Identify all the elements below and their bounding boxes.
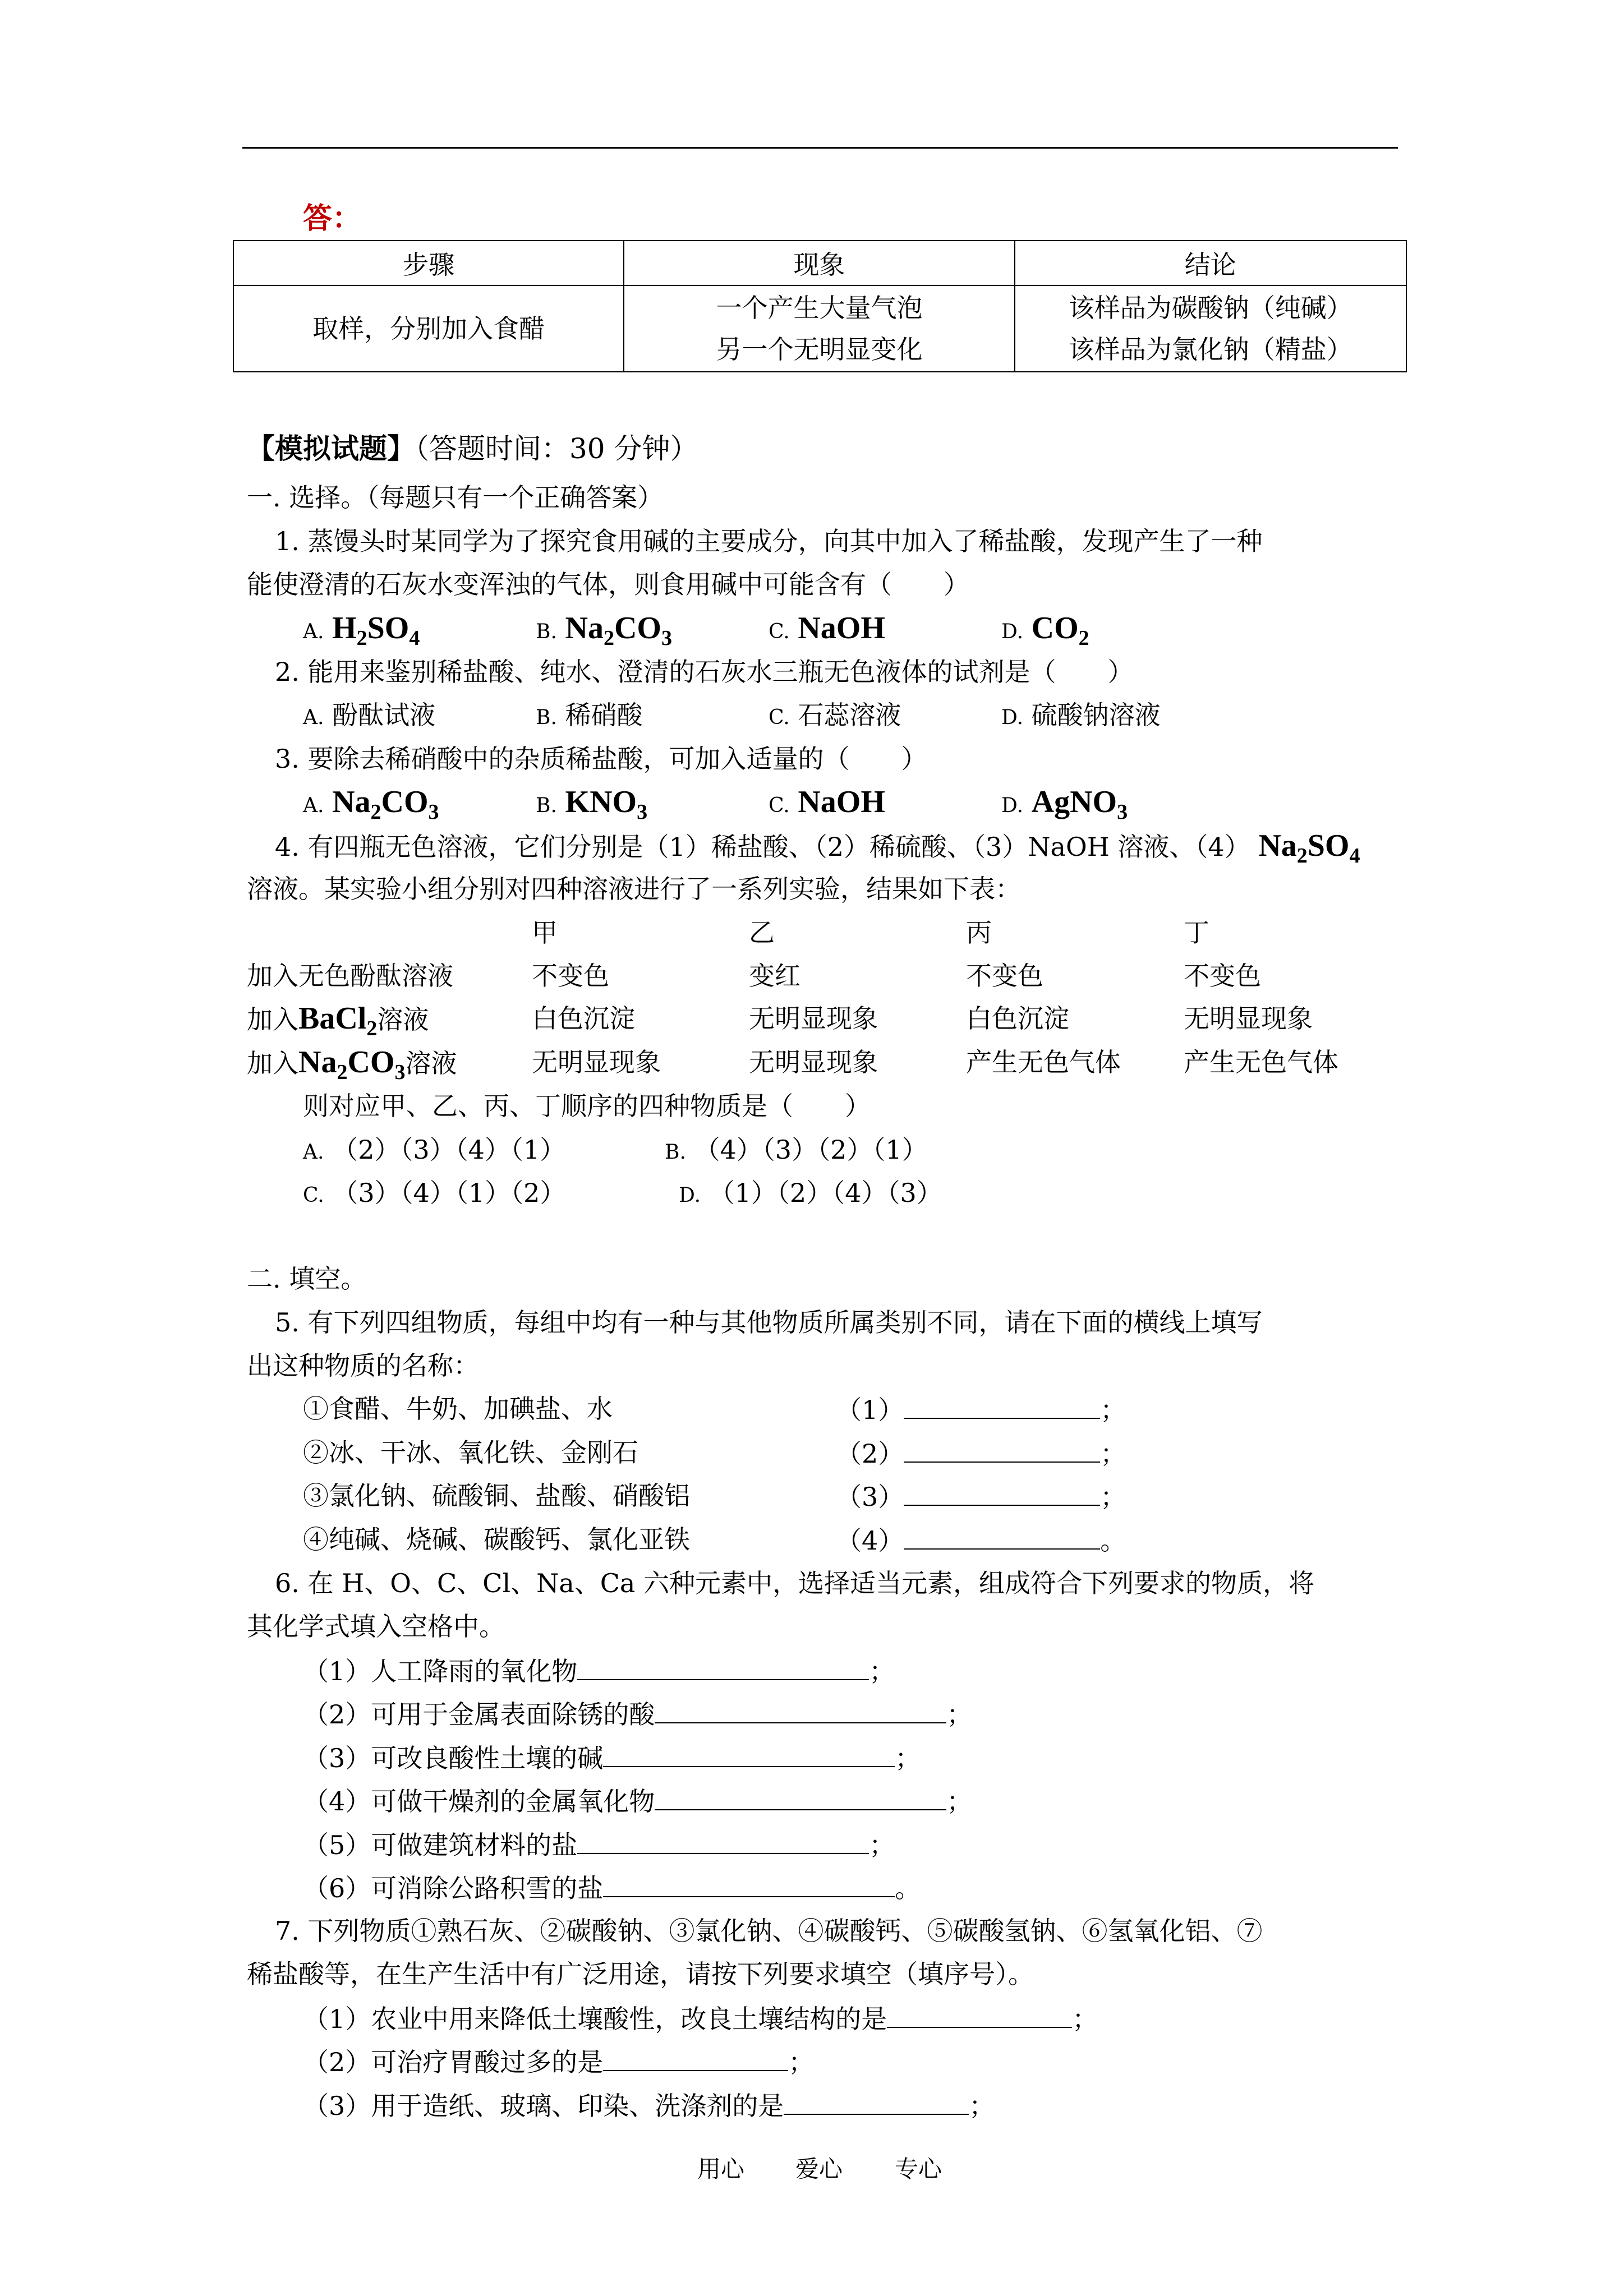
formula: $Na_2SO_4$	[1258, 828, 1360, 868]
answer-blank[interactable]	[603, 1870, 895, 1897]
conclusion-line: 该样品为碳酸钠（纯碱）	[1068, 293, 1352, 323]
option-letter: C.	[769, 620, 790, 643]
formula: AgNO$_3$	[1031, 785, 1128, 824]
table-cell-step: 取样，分别加入食醋	[233, 285, 624, 372]
footer-text: 专心	[895, 2155, 942, 2183]
q6-item: （5）可做建筑材料的盐 ；	[303, 1827, 895, 1862]
q4-row1-label: 加入无色酚酞溶液	[247, 961, 453, 991]
formula: $CO_2$	[1031, 611, 1089, 651]
q4-col-header: 乙	[749, 918, 775, 948]
section-heading	[247, 432, 698, 465]
answer-blank[interactable]	[603, 2044, 788, 2071]
q6-item: （4）可做干燥剂的金属氧化物 ；	[303, 1783, 972, 1818]
q4-line2: 溶液。某实验小组分别对四种溶液进行了一系列实验，结果如下表：	[247, 874, 1021, 904]
q4-cell: 无明显现象	[1184, 1003, 1313, 1034]
q7-line2: 稀盐酸等，在生产生活中有广泛用途，请按下列要求填空（填序号）。	[247, 1959, 1034, 1989]
q7-item: （1）农业中用来降低土壤酸性，改良土壤结构的是 ；	[303, 2001, 1098, 2036]
q4-cell: 产生无色气体	[966, 1047, 1121, 1077]
q4-line1: 4. 有四瓶无色溶液，它们分别是（1）稀盐酸、（2）稀硫酸、（3）NaOH 溶液、（4） $Na_2SO_4$	[275, 828, 1360, 868]
footer-text: 用心	[697, 2155, 745, 2183]
q2-line1: 2. 能用来鉴别稀盐酸、纯水、澄清的石灰水三瓶无色液体的试剂是（ ）	[275, 657, 1134, 687]
q1-line2: 能使澄清的石灰水变浑浊的气体，则食用碱中可能含有（ ）	[247, 569, 969, 600]
q4-cell: 产生无色气体	[1184, 1047, 1338, 1077]
q1-line1: 1. 蒸馒头时某同学为了探究食用碱的主要成分，向其中加入了稀盐酸，发现产生了一种	[275, 526, 1263, 556]
section-time: （答题时间：30 分钟）	[415, 432, 698, 465]
option-letter: A.	[303, 620, 324, 643]
q4-cell: 白色沉淀	[532, 1003, 635, 1034]
phenomenon-line: 一个产生大量气泡	[716, 293, 923, 323]
q3-line1: 3. 要除去稀硝酸中的杂质稀盐酸，可加入适量的（ ）	[275, 744, 927, 774]
section-title: 【模拟试题】	[247, 432, 415, 465]
q5-item: ②冰、干冰、氧化铁、金刚石	[303, 1437, 638, 1468]
q4-cell: 白色沉淀	[966, 1003, 1069, 1034]
table-header: 步骤	[233, 241, 624, 285]
q6-item: （2）可用于金属表面除锈的酸 ；	[303, 1696, 972, 1731]
q1-option-a	[303, 611, 420, 655]
q4-option-c: C. （3）（4）（1）（2）	[303, 1178, 566, 1208]
q3-option-a: A. $Na_2CO_3$	[303, 785, 439, 824]
q5-item: ①食醋、牛奶、加碘盐、水	[303, 1394, 613, 1424]
q4-option-a: A. （2）（3）（4）（1）	[303, 1135, 566, 1165]
q5-blank-row: （1） ；	[836, 1392, 1126, 1427]
q2-option-d: D. 硫酸钠溶液	[1001, 700, 1161, 730]
q7-item: （2）可治疗胃酸过多的是 ；	[303, 2044, 814, 2079]
q4-cell: 无明显现象	[532, 1047, 661, 1077]
phenomenon-line: 另一个无明显变化	[716, 334, 923, 365]
header-rule	[242, 147, 1398, 149]
q6-line1: 6. 在 H、O、C、Cl、Na、Ca 六种元素中，选择适当元素，组成符合下列要求的物质，将	[275, 1568, 1314, 1598]
formula: NaOH	[798, 611, 885, 646]
q2-option-c: C. 石蕊溶液	[769, 700, 901, 730]
q6-line2: 其化学式填入空格中。	[247, 1611, 505, 1642]
answer-blank[interactable]	[904, 1436, 1100, 1463]
part2-heading: 二. 填空。	[247, 1264, 367, 1294]
q7-line1: 7. 下列物质①熟石灰、②碳酸钠、③氯化钠、④碳酸钙、⑤碳酸氢钠、⑥氢氧化铝、⑦	[275, 1916, 1263, 1946]
q3-option-d: D. AgNO$_3$	[1001, 785, 1128, 824]
q4-cell: 不变色	[1184, 961, 1261, 991]
q6-item: （3）可改良酸性土壤的碱 ；	[303, 1740, 921, 1775]
answer-blank[interactable]	[904, 1523, 1100, 1550]
answer-blank[interactable]	[577, 1827, 869, 1854]
part1-heading: 一. 选择。（每题只有一个正确答案）	[247, 482, 664, 513]
q1-option-b	[536, 611, 672, 655]
q4-cell: 无明显现象	[749, 1003, 878, 1034]
q5-line1: 5. 有下列四组物质，每组中均有一种与其他物质所属类别不同，请在下面的横线上填写	[275, 1307, 1263, 1338]
formula: $Na_2CO_3$	[332, 785, 439, 824]
formula: NaOH	[798, 785, 885, 819]
answer-blank[interactable]	[904, 1392, 1100, 1419]
table-header: 现象	[624, 241, 1014, 285]
conclusion-line: 该样品为氯化钠（精盐）	[1068, 334, 1352, 365]
q2-option-b: B. 稀硝酸	[536, 700, 643, 730]
answer-table	[233, 240, 1407, 372]
q5-blank-row: （4） 。	[836, 1523, 1126, 1557]
q4-question: 则对应甲、乙、丙、丁顺序的四种物质是（ ）	[303, 1091, 871, 1121]
q4-row3-label: 加入$Na_2CO_3$溶液	[247, 1045, 457, 1085]
q3-option-b: B. $KNO_3$	[536, 785, 648, 824]
answer-blank[interactable]	[655, 1696, 946, 1723]
table-cell-phenomena	[624, 285, 1014, 372]
q4-option-b: B. （4）（3）（2）（1）	[665, 1135, 928, 1165]
q4-cell: 无明显现象	[749, 1047, 878, 1077]
q4-col-header: 丁	[1184, 918, 1209, 948]
answer-blank[interactable]	[577, 1653, 869, 1680]
answer-label: 答：	[303, 201, 362, 236]
table-cell-conclusions	[1015, 285, 1406, 372]
q5-blank-row: （2） ；	[836, 1436, 1126, 1470]
q4-cell: 变红	[749, 961, 801, 991]
q5-item: ④纯碱、烧碱、碳酸钙、氯化亚铁	[303, 1524, 690, 1555]
q4-cell: 不变色	[532, 961, 609, 991]
q4-row2-label: 加入BaCl$_2$溶液	[247, 1001, 429, 1041]
table-header: 结论	[1015, 241, 1406, 285]
q1-option-d	[1001, 611, 1089, 655]
formula: $H_2SO_4$	[332, 611, 420, 651]
option-letter: D.	[1001, 620, 1024, 643]
q5-line2: 出这种物质的名称：	[247, 1350, 479, 1381]
q6-item: （1）人工降雨的氧化物 ；	[303, 1653, 895, 1688]
answer-blank[interactable]	[904, 1479, 1100, 1506]
q4-cell: 不变色	[966, 961, 1043, 991]
answer-blank[interactable]	[887, 2001, 1072, 2028]
q1-option-c	[769, 611, 885, 649]
q4-option-d: D. （1）（2）（4）（3）	[679, 1178, 942, 1208]
answer-blank[interactable]	[603, 1740, 895, 1767]
q5-item: ③氯化钠、硫酸铜、盐酸、硝酸铝	[303, 1481, 690, 1511]
formula: $Na_2CO_3$	[298, 1045, 406, 1085]
q6-item: （6）可消除公路积雪的盐 。	[303, 1870, 921, 1905]
q5-blank-row: （3） ；	[836, 1479, 1126, 1514]
q2-option-a: A. 酚酞试液	[303, 700, 436, 730]
formula: $KNO_3$	[565, 785, 648, 824]
footer-text: 爱心	[795, 2155, 843, 2183]
q3-option-c: C. NaOH	[769, 785, 885, 819]
formula: BaCl$_2$	[298, 1001, 378, 1041]
option-letter: B.	[536, 620, 557, 643]
formula: $Na_2CO_3$	[565, 611, 672, 651]
q7-item: （3）用于造纸、玻璃、印染、洗涤剂的是 ；	[303, 2088, 995, 2123]
q4-col-header: 丙	[966, 918, 992, 948]
answer-blank[interactable]	[655, 1783, 946, 1810]
answer-blank[interactable]	[784, 2088, 969, 2115]
q4-col-header: 甲	[532, 918, 558, 948]
